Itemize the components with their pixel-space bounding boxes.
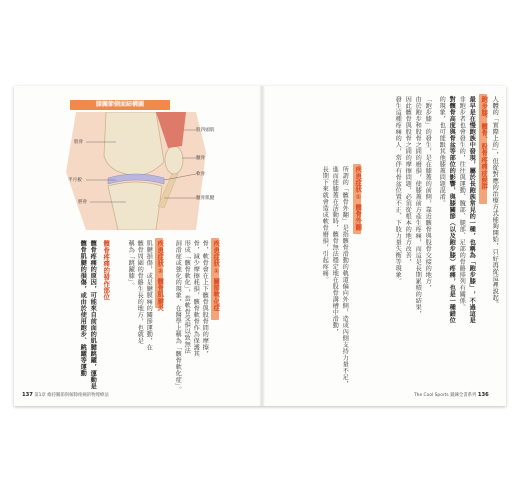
label-patella: 髕骨: [196, 156, 206, 161]
col3-line-2: 髕骨肌腱的損傷，或由於使用跑步、跳躍等運動: [79, 240, 87, 377]
col1-heading: 疾患症狀① 關節軟化症: [212, 240, 221, 312]
right-footer: [414, 392, 489, 398]
col2-line-3: 稱為「跳躍膝」。: [127, 240, 135, 289]
left-page-number: 137: [22, 392, 33, 398]
col1-line-3: 形成「髕骨軟化」，當軟骨受損以致無法: [183, 240, 191, 354]
section-line-1: 最早是在慢跑族中發現，屬於長跑族常見的一種，也稱為「跑步膝」，不過這是: [468, 96, 476, 324]
col2-line-1: 肌腱損傷，或是腱膜痛的關節運動，在: [145, 240, 153, 351]
book-spread: [14, 86, 506, 406]
label-meniscus: 半月板: [68, 178, 82, 183]
sub-line-2: 進而使膝蓋在活動時，髕骨無法穩定地在股骨溝槽中滑動，: [331, 166, 339, 335]
intro-line: 人體的「實際上的」，但從對應的治療方式能夠開始，只好再從這裡說起。: [491, 96, 499, 308]
book-gutter: [259, 86, 265, 406]
sub-line-1: 所謂的「髕骨外翻」是指髕骨滑動的軌道偏向外側，造成內側支持力量不足，: [341, 166, 349, 387]
section-line-8: 發生這種疼痛的人，常伴有骨盆位置不正、下肢力量失衡等現象。: [394, 96, 402, 285]
col2-heading: 疾患症狀② 髕骨肌腱炎: [156, 240, 165, 312]
illustration-title: 膝關節側面結構圖: [70, 100, 170, 110]
section-line-6: 由於跑步和股骨之間的磨損，使膝蓋前方產生疼痛，而這是長期累積的結果，: [414, 96, 422, 317]
knee-illustration: [46, 112, 216, 230]
label-quad-tendon: 股四頭肌: [196, 128, 215, 133]
col1-line-4: 洞滑症或強化的現象，在醫學上稱為「髕骨軟化症」。: [174, 240, 182, 393]
label-cartilage: 軟骨: [196, 172, 206, 177]
label-femur: 股骨: [74, 140, 84, 145]
col3-heading: 髕骨疼痛的發作部位: [102, 240, 111, 301]
section-line-7: 因此髕骨與股骨之間的摩擦問題，必須從根本的地方改善，: [404, 96, 412, 265]
right-book-title: The Cool Sports 鍛鍊全書系列: [414, 393, 477, 398]
section-heading: 跑步膝、髕骨、股骨疼痛症候群: [480, 96, 489, 190]
section-line-4: 的現象，也可能跟其他膝蓋問題混淆。: [438, 96, 446, 207]
sub-line-3: 長期下來就會造成軟骨磨損，引起疼痛。: [321, 166, 329, 283]
sub-heading: 疾患症狀① 髕骨外翻: [354, 166, 363, 231]
left-chapter: 第1章: [34, 393, 46, 398]
right-page-number: 136: [477, 392, 489, 398]
col1-line-2: 骨，減少摩擦耗損，髕骨軟骨作為保護其: [192, 240, 200, 357]
col1-line-1: 骨，軟骨會在上下髕骨與股骨間的摩擦，: [201, 240, 209, 357]
label-tibia: 脛骨: [78, 200, 88, 205]
label-patellar-tendon: 髕骨肌腱: [196, 196, 215, 201]
col2-line-2: 髕骨周圍的骨骼生長的地方，也就是: [136, 240, 144, 344]
section-line-5: 「跑步膝」的發生，是在膝蓋的前側，靠近髕骨與股骨交接的地方，: [424, 96, 432, 291]
left-chapter-title: 維持關節與解除疼痛的物理療法: [47, 393, 109, 398]
col3-line-1: 髕骨疼痛的原因，可能來自前面的肌腱跳躍，運動是: [89, 240, 97, 390]
section-line-3: 對髕骨高度與骨盆等部位的影響，與膝關節（以及跑步膝）疼痛，也是一種錯位: [448, 96, 456, 324]
section-line-2: 非跑步者也會發生的，往往與運動、髖部、腿部、足部的骨骼排列有關係。: [458, 96, 466, 311]
left-footer: [22, 392, 109, 398]
